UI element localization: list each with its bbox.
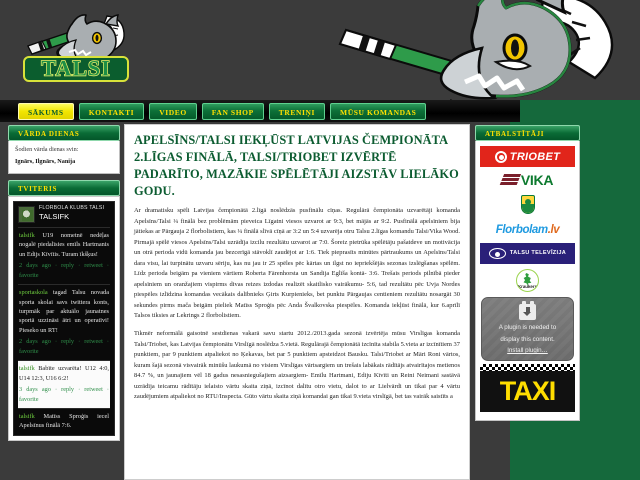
twitter-account-name: FLORBOLA KLUBS TALSI: [39, 204, 105, 211]
sponsor-talsu-televizija-label: TALSU TELEVĪZIJA: [509, 250, 567, 257]
tweet-user[interactable]: talsifk: [19, 412, 35, 420]
sponsor-florbolam[interactable]: [480, 219, 575, 240]
nav-item-trenini[interactable]: TRENIŅI: [269, 103, 325, 120]
plugin-placeholder[interactable]: [481, 297, 574, 361]
nameday-widget-title: VĀRDA DIENAS: [8, 125, 120, 141]
page-title: APELSĪNS/TALSI IEKĻŪST LATVIJAS ČEMPIONĀTA 2.LĪGAS FINĀLĀ, TALSI/TRIOBET IZVĒRTĒ PADARĪTO, MAZĀKIE SPĒLĒTĀJI AIZSTĀV LIELĀKO GODU.: [134, 133, 459, 198]
twitter-widget: [8, 180, 120, 441]
sponsor-florbolam-label: Florbolam.lv: [495, 223, 560, 236]
avatar: [18, 206, 35, 223]
sponsor-kraukers[interactable]: [480, 267, 575, 294]
svg-text:TALSI: TALSI: [41, 55, 111, 81]
triobet-o-icon: [495, 151, 507, 163]
install-plugin-link[interactable]: Install plugin…: [507, 347, 548, 355]
article-column: [124, 124, 470, 480]
plugin-notice-line2: display this content.: [500, 336, 555, 343]
sponsor-triobet-label: TRIOBET: [509, 150, 561, 163]
mascot-illustration: [300, 0, 640, 100]
vika-stripes-icon: [500, 174, 521, 185]
tweet-user[interactable]: talsifk: [19, 231, 35, 239]
tweet-meta[interactable]: 2 days ago · reply · retweet · favorite: [19, 262, 109, 279]
nav-item-sakums[interactable]: SĀKUMS: [18, 103, 74, 120]
list-item[interactable]: [18, 227, 110, 284]
nameday-widget-body: [8, 141, 120, 174]
sponsor-kraukers-label: Kraukers: [517, 284, 538, 289]
talsi-logo-icon: [14, 10, 140, 88]
list-item[interactable]: [18, 284, 110, 360]
tweet-meta[interactable]: 2 days ago · reply · retweet · favorite: [19, 338, 109, 355]
eye-icon: [489, 248, 506, 259]
sponsor-vika-label: VIKA: [520, 171, 554, 188]
twitter-feed[interactable]: [13, 201, 115, 436]
sponsor-talsu-novads[interactable]: [480, 192, 575, 216]
sponsors-list: [475, 141, 580, 421]
nameday-widget: [8, 125, 120, 174]
nav-item-musu-komandas[interactable]: MŪSU KOMANDAS: [330, 103, 426, 120]
sponsors-widget-title: ATBALSTĪTĀJI: [475, 125, 580, 141]
nameday-names: Ignārs, Ilgnārs, Nanija: [15, 157, 76, 165]
twitter-widget-box: [8, 196, 120, 441]
left-sidebar: [0, 122, 124, 447]
article-body: [134, 206, 460, 402]
tweet-meta[interactable]: 3 days ago · reply · retweet · favorite: [19, 386, 109, 403]
plugin-notice-line1: A plugin is needed to: [498, 323, 557, 331]
site-logo[interactable]: [14, 10, 140, 88]
coat-of-arms-icon: [521, 195, 535, 214]
twitter-account-handle: TALSIFK: [39, 211, 70, 221]
right-sidebar: [470, 122, 586, 421]
article-paragraph: Ar dramatisku spēli Latvijas čempionātā 2.līgā noslēdzās pusfinālu cīņas. Regulārā čempionāta uzvarētāji komanda Apelsīns/Talsi ¼ finālā bez problēmām pieveica Līgatni viesos uzvarot ar 9:3, bet mājās ar 9:2. Pusfinālā apelsīniem bija jātiekas ar Pārgauja 2 florbolistiem, kas ¼ finālā slīvā cīņā ar 3:2 un 5:4 uzvarēja otru Talsu 2.līgas komandu Talsi/Vika Wood. Pirmajā spēlē viesos Apelsīns/Talsi uzrādīja izcilu rezultātu uzvarot ar 7:0. Šoreiz pietrūka spēlētāju pašatdeve un motivācija un otrā perioda vidū komanda jau bezcerīgā stāvoklī zaudējot ar 1:6. Tiek pieprasīts minūtes pārtraukums un Apelsīns/Talsi dara visu, lai turpinātu uzvaru sēriju, kas nu jau ir 25 spēles pēc kārtas un ilgst no iepriekšējās sezonas izslēgšanas spēlēm. Līdz perioda beigām pa vieniem vārtiem Roberta Fārenhorsta un Sandija Eglīša kontā- 3:6. Trešais periods pilnībā pieder apelsīniem un oranžajiem vispirms divas reizes izdodas realizēt skaitlisko vairākumu- 5:6, tad rezultātu pēc Uvja Nordes piespēles izlīdzina komandas vecākais dalībnieks Ģirts Kurpienieks, bet punktu Pārgaujas centieniem rezultātu nosargāt 30 sekundes pirms mača beigām pieliek Matīss Sproģis pēc Anda Švalkovska piespēles. Komanda iekļūst finālā, kur 6.aprīlī Talsos tiksies ar Lekrings 2 florbolistiem.: [134, 207, 460, 319]
list-item[interactable]: [18, 408, 110, 435]
list-item[interactable]: [18, 360, 110, 408]
article-paragraph: Tikmēr neformālā gaisotnē sestdienas vakarā savu startu 2012./2013.gada sezonā izvērtēja mūsu Virslīgas komanda Talsi/Triobet, kas Latvijas čempionātu Virslīgā noslēdza 5.vietā. Regulārajā čempionātā izcīnīta stabila 5.vieta ar izcīnītiem 37 punktiem, par 9 punktiem atpaliekot no Ķekavas, bet par 5 punktiem apsteidzot Bausku. Talsi/Triobet ar Māri Roni vārtos, kuram šajā sezonā visvairāk minūšu laukumā no visiem Virslīgas vārtsargiem un trešais labākais rādītājs atvairītajos metienos 84.7 %, un jaunajiem vēl 18 gadus nesasniegušajiem aizsargiem- Emīlu Hartmani, Ediju Kīvīti un Reini Neimani sastāvā uzrādīja teicamu rādītāju ielaisto vārtu skaita ziņā, izcīnot dalītu otro vietu, dalot to ar Lielvārdi un tikai par 4 vārtu zaudējumiem atpaliekot no RTU/Inspecta. Gūto vārtu skaita ziņā komandai gan tikai 9.vieta virslīgā, bet tas vairāk saistīts a: [134, 330, 460, 401]
main-navigation: [0, 100, 520, 122]
nav-item-kontakti[interactable]: KONTAKTI: [79, 103, 145, 120]
sponsor-vika[interactable]: [480, 170, 575, 189]
nameday-intro: Šodien vārda dienas svin:: [15, 146, 79, 153]
sponsor-taxi[interactable]: [480, 364, 575, 412]
twitter-account-names: [39, 206, 104, 222]
plugin-download-icon: [519, 304, 536, 320]
site-header: [0, 0, 640, 100]
tweet-text: Babīte uzvarēta! U12 4:0, U14 12:3, U16 6:2!: [19, 365, 109, 382]
twitter-account-header[interactable]: [18, 206, 110, 227]
nav-item-video[interactable]: VIDEO: [149, 103, 197, 120]
twitter-widget-title: TVITERIS: [8, 180, 120, 196]
kraukers-icon: [516, 269, 539, 292]
nav-item-fan-shop[interactable]: FAN SHOP: [202, 103, 264, 120]
tweet-user[interactable]: talsifk: [19, 365, 35, 373]
tweet-user[interactable]: sportaskola: [19, 289, 48, 297]
sponsor-triobet[interactable]: [480, 146, 575, 167]
tweet-text: Matīss Sproģis iecel Apelsīnus finālā 7:6.: [19, 412, 109, 430]
sponsor-talsu-televizija[interactable]: [480, 243, 575, 264]
tweet-text: tagad Talsu novada sporta skolai savs twittera konts, turpmāk par aktuālo jaunatnes sportā uzzināsi ātri un operatīvi! Pieseko un RT!: [19, 289, 110, 334]
taxi-checker-stripe: [480, 364, 575, 371]
sponsor-taxi-label: TAXI: [499, 376, 556, 406]
tweet-text: U19 nometnē nedēļas nogalē piedalīsies emīls Hartmanis un Edijs Kīvītis. Turam īkšķus!: [19, 231, 110, 258]
page-content: [0, 122, 586, 480]
wolf-mascot-icon: [300, 0, 640, 100]
